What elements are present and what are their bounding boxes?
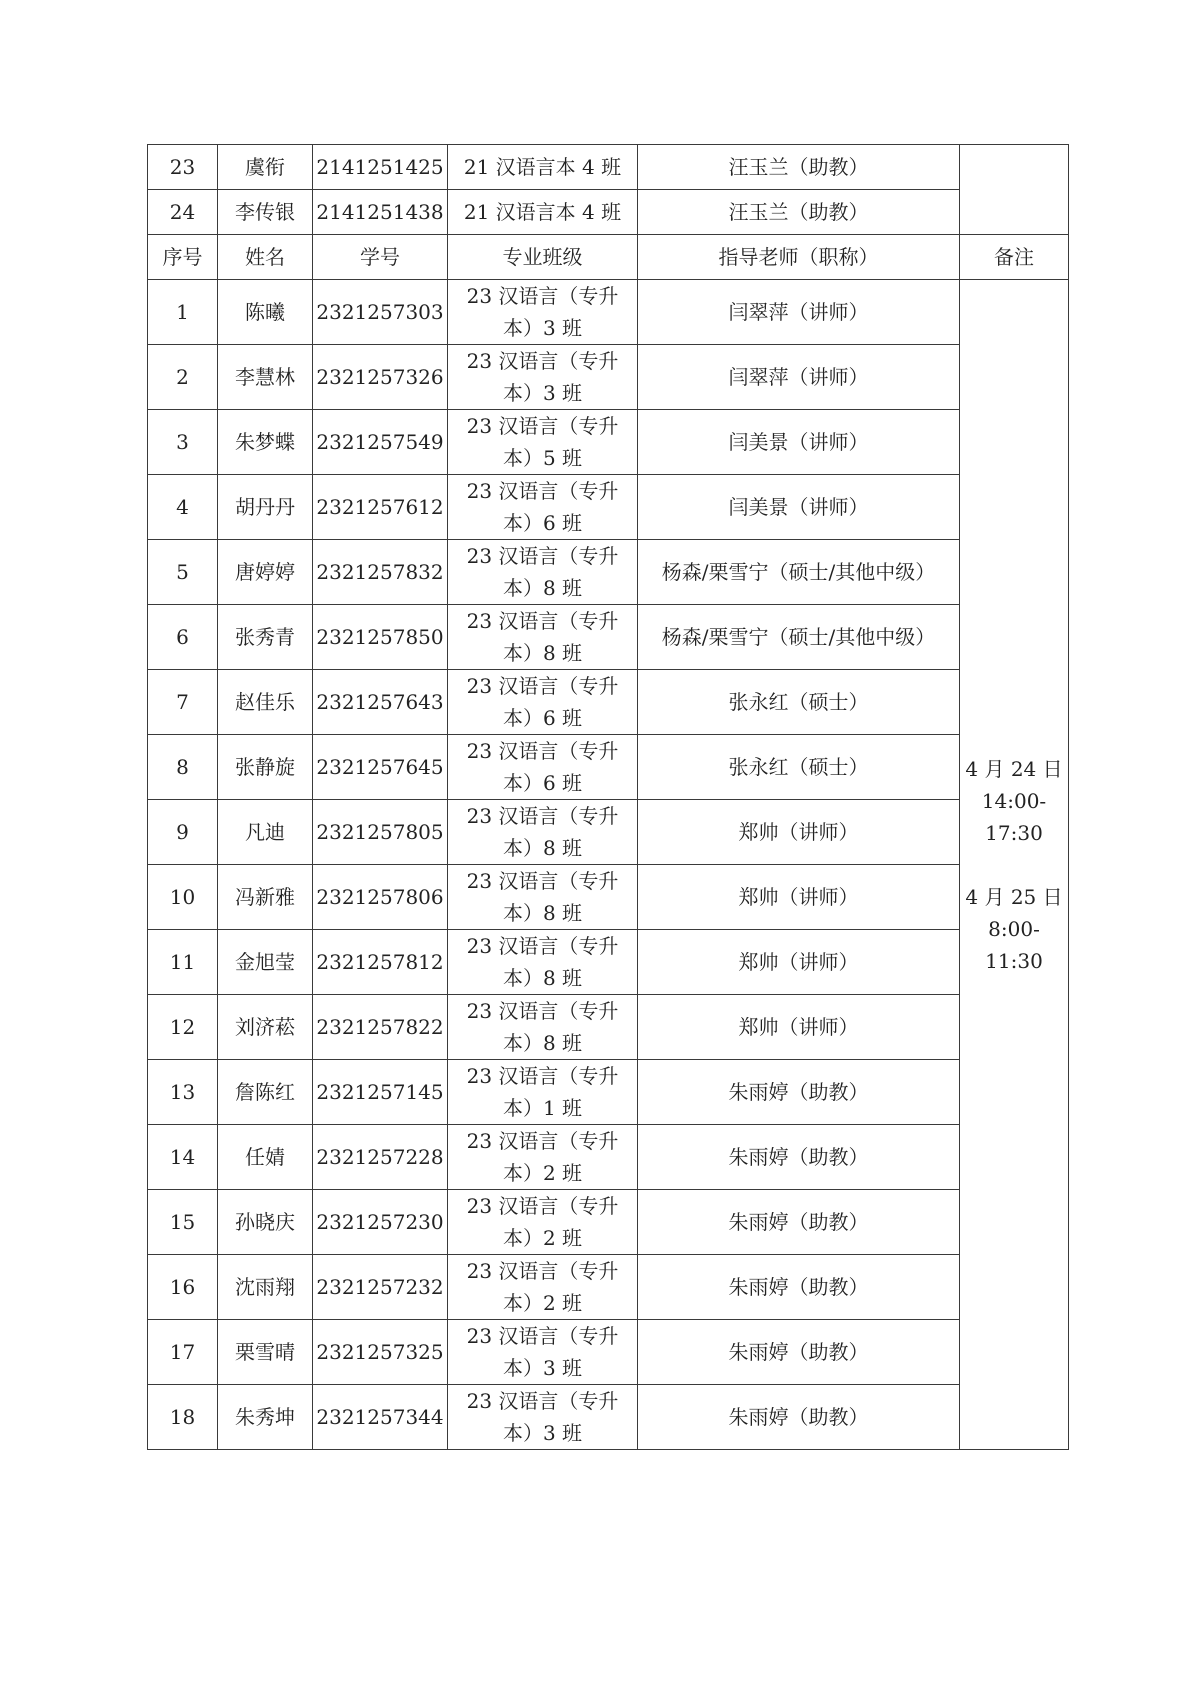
table-row [148, 1060, 1069, 1125]
cell-note-empty [960, 145, 1069, 235]
cell-class [448, 280, 638, 345]
cell-class-text: 23 汉语言（专升本）3 班 [466, 1389, 619, 1445]
cell-tutor: 闫翠萍（讲师） [638, 345, 960, 410]
table-row [148, 190, 1069, 235]
header-note: 备注 [960, 235, 1069, 280]
cell-class [448, 800, 638, 865]
cell-name: 朱秀坤 [218, 1385, 313, 1450]
table-row [148, 280, 1069, 345]
cell-class-text: 23 汉语言（专升本）8 班 [466, 869, 619, 925]
cell-class: 21 汉语言本 4 班 [448, 190, 638, 235]
cell-class [448, 410, 638, 475]
cell-student-id: 2321257806 [313, 865, 448, 930]
table-row [148, 1385, 1069, 1450]
cell-name: 孙晓庆 [218, 1190, 313, 1255]
cell-tutor: 朱雨婷（助教） [638, 1060, 960, 1125]
cell-student-id: 2141251438 [313, 190, 448, 235]
schedule-session-2 [960, 881, 1068, 977]
cell-student-id: 2321257850 [313, 605, 448, 670]
cell-tutor: 汪玉兰（助教） [638, 145, 960, 190]
cell-no: 12 [148, 995, 218, 1060]
cell-no: 14 [148, 1125, 218, 1190]
session1-time-end: 17:30 [985, 820, 1043, 845]
cell-name: 凡迪 [218, 800, 313, 865]
cell-tutor: 闫翠萍（讲师） [638, 280, 960, 345]
cell-class-text: 23 汉语言（专升本）8 班 [466, 999, 619, 1055]
cell-student-id: 2321257344 [313, 1385, 448, 1450]
cell-name: 金旭莹 [218, 930, 313, 995]
header-tutor: 指导老师（职称） [638, 235, 960, 280]
cell-no: 10 [148, 865, 218, 930]
header-class: 专业班级 [448, 235, 638, 280]
cell-name: 张静旋 [218, 735, 313, 800]
cell-student-id: 2321257822 [313, 995, 448, 1060]
cell-no: 13 [148, 1060, 218, 1125]
cell-class [448, 1320, 638, 1385]
cell-name: 李传银 [218, 190, 313, 235]
session1-date: 4 月 24 日 [965, 756, 1063, 781]
cell-student-id: 2321257645 [313, 735, 448, 800]
cell-class [448, 735, 638, 800]
cell-class-text: 23 汉语言（专升本）8 班 [466, 609, 619, 665]
cell-class [448, 930, 638, 995]
cell-class [448, 1255, 638, 1320]
cell-tutor: 闫美景（讲师） [638, 475, 960, 540]
table-row [148, 475, 1069, 540]
cell-tutor: 朱雨婷（助教） [638, 1385, 960, 1450]
cell-student-id: 2321257145 [313, 1060, 448, 1125]
cell-class [448, 605, 638, 670]
table-row [148, 800, 1069, 865]
cell-name: 沈雨翔 [218, 1255, 313, 1320]
cell-name: 虞衔 [218, 145, 313, 190]
cell-tutor: 张永红（硕士） [638, 735, 960, 800]
cell-no: 5 [148, 540, 218, 605]
table-row [148, 1255, 1069, 1320]
cell-no: 9 [148, 800, 218, 865]
cell-tutor: 汪玉兰（助教） [638, 190, 960, 235]
cell-class [448, 475, 638, 540]
cell-no: 15 [148, 1190, 218, 1255]
cell-class-text: 23 汉语言（专升本）2 班 [466, 1194, 619, 1250]
session1-time-start: 14:00- [981, 788, 1047, 813]
cell-no: 18 [148, 1385, 218, 1450]
cell-class [448, 345, 638, 410]
cell-no: 11 [148, 930, 218, 995]
table-row [148, 670, 1069, 735]
table-row [148, 930, 1069, 995]
cell-tutor: 闫美景（讲师） [638, 410, 960, 475]
cell-student-id: 2321257805 [313, 800, 448, 865]
cell-name: 詹陈红 [218, 1060, 313, 1125]
cell-student-id: 2321257832 [313, 540, 448, 605]
schedule-session-1 [960, 753, 1068, 849]
cell-class-text: 23 汉语言（专升本）6 班 [466, 674, 619, 730]
session2-time-start: 8:00- [988, 916, 1040, 941]
cell-no: 7 [148, 670, 218, 735]
cell-class: 21 汉语言本 4 班 [448, 145, 638, 190]
cell-class [448, 1125, 638, 1190]
cell-tutor: 郑帅（讲师） [638, 930, 960, 995]
cell-student-id: 2321257232 [313, 1255, 448, 1320]
cell-no: 4 [148, 475, 218, 540]
cell-student-id: 2321257230 [313, 1190, 448, 1255]
cell-tutor: 张永红（硕士） [638, 670, 960, 735]
cell-tutor: 郑帅（讲师） [638, 800, 960, 865]
cell-no: 1 [148, 280, 218, 345]
cell-name: 张秀青 [218, 605, 313, 670]
cell-class [448, 1385, 638, 1450]
cell-tutor: 朱雨婷（助教） [638, 1190, 960, 1255]
cell-class-text: 23 汉语言（专升本）3 班 [466, 284, 619, 340]
table-row [148, 345, 1069, 410]
table-row [148, 865, 1069, 930]
student-roster-table [147, 144, 1069, 1450]
table-row [148, 995, 1069, 1060]
table-row [148, 410, 1069, 475]
header-name: 姓名 [218, 235, 313, 280]
cell-student-id: 2321257303 [313, 280, 448, 345]
cell-student-id: 2321257325 [313, 1320, 448, 1385]
cell-no: 24 [148, 190, 218, 235]
cell-class-text: 23 汉语言（专升本）2 班 [466, 1129, 619, 1185]
cell-class [448, 865, 638, 930]
cell-no: 2 [148, 345, 218, 410]
cell-tutor: 朱雨婷（助教） [638, 1125, 960, 1190]
session2-time-end: 11:30 [985, 948, 1043, 973]
cell-class-text: 23 汉语言（专升本）2 班 [466, 1259, 619, 1315]
cell-class [448, 1060, 638, 1125]
cell-class-text: 23 汉语言（专升本）6 班 [466, 739, 619, 795]
cell-student-id: 2321257549 [313, 410, 448, 475]
cell-note-schedule [960, 280, 1069, 1450]
cell-tutor: 郑帅（讲师） [638, 865, 960, 930]
cell-name: 陈曦 [218, 280, 313, 345]
cell-tutor: 郑帅（讲师） [638, 995, 960, 1060]
cell-student-id: 2321257643 [313, 670, 448, 735]
cell-student-id: 2321257812 [313, 930, 448, 995]
cell-name: 唐婷婷 [218, 540, 313, 605]
cell-class-text: 23 汉语言（专升本）6 班 [466, 479, 619, 535]
cell-class-text: 23 汉语言（专升本）8 班 [466, 934, 619, 990]
cell-class-text: 23 汉语言（专升本）3 班 [466, 1324, 619, 1380]
table-row [148, 540, 1069, 605]
cell-name: 赵佳乐 [218, 670, 313, 735]
cell-no: 3 [148, 410, 218, 475]
header-no: 序号 [148, 235, 218, 280]
cell-no: 6 [148, 605, 218, 670]
cell-student-id: 2321257612 [313, 475, 448, 540]
cell-no: 8 [148, 735, 218, 800]
cell-tutor: 杨森/栗雪宁（硕士/其他中级） [638, 605, 960, 670]
table-row [148, 1190, 1069, 1255]
cell-class-text: 23 汉语言（专升本）8 班 [466, 804, 619, 860]
cell-name: 胡丹丹 [218, 475, 313, 540]
cell-class [448, 1190, 638, 1255]
table-row [148, 605, 1069, 670]
table-row [148, 1320, 1069, 1385]
cell-student-id: 2321257326 [313, 345, 448, 410]
header-student-id: 学号 [313, 235, 448, 280]
cell-no: 17 [148, 1320, 218, 1385]
cell-student-id: 2321257228 [313, 1125, 448, 1190]
cell-class [448, 995, 638, 1060]
cell-name: 李慧林 [218, 345, 313, 410]
cell-tutor: 朱雨婷（助教） [638, 1255, 960, 1320]
cell-class [448, 540, 638, 605]
cell-name: 栗雪晴 [218, 1320, 313, 1385]
cell-class [448, 670, 638, 735]
cell-name: 任婧 [218, 1125, 313, 1190]
cell-name: 朱梦蝶 [218, 410, 313, 475]
cell-no: 23 [148, 145, 218, 190]
cell-name: 刘济菘 [218, 995, 313, 1060]
cell-tutor: 朱雨婷（助教） [638, 1320, 960, 1385]
cell-student-id: 2141251425 [313, 145, 448, 190]
table-row [148, 145, 1069, 190]
cell-class-text: 23 汉语言（专升本）5 班 [466, 414, 619, 470]
session2-date: 4 月 25 日 [965, 884, 1063, 909]
cell-class-text: 23 汉语言（专升本）3 班 [466, 349, 619, 405]
table-row [148, 735, 1069, 800]
cell-tutor: 杨森/栗雪宁（硕士/其他中级） [638, 540, 960, 605]
cell-name: 冯新雅 [218, 865, 313, 930]
cell-class-text: 23 汉语言（专升本）8 班 [466, 544, 619, 600]
cell-class-text: 23 汉语言（专升本）1 班 [466, 1064, 619, 1120]
table-header-row [148, 235, 1069, 280]
table-row [148, 1125, 1069, 1190]
cell-no: 16 [148, 1255, 218, 1320]
